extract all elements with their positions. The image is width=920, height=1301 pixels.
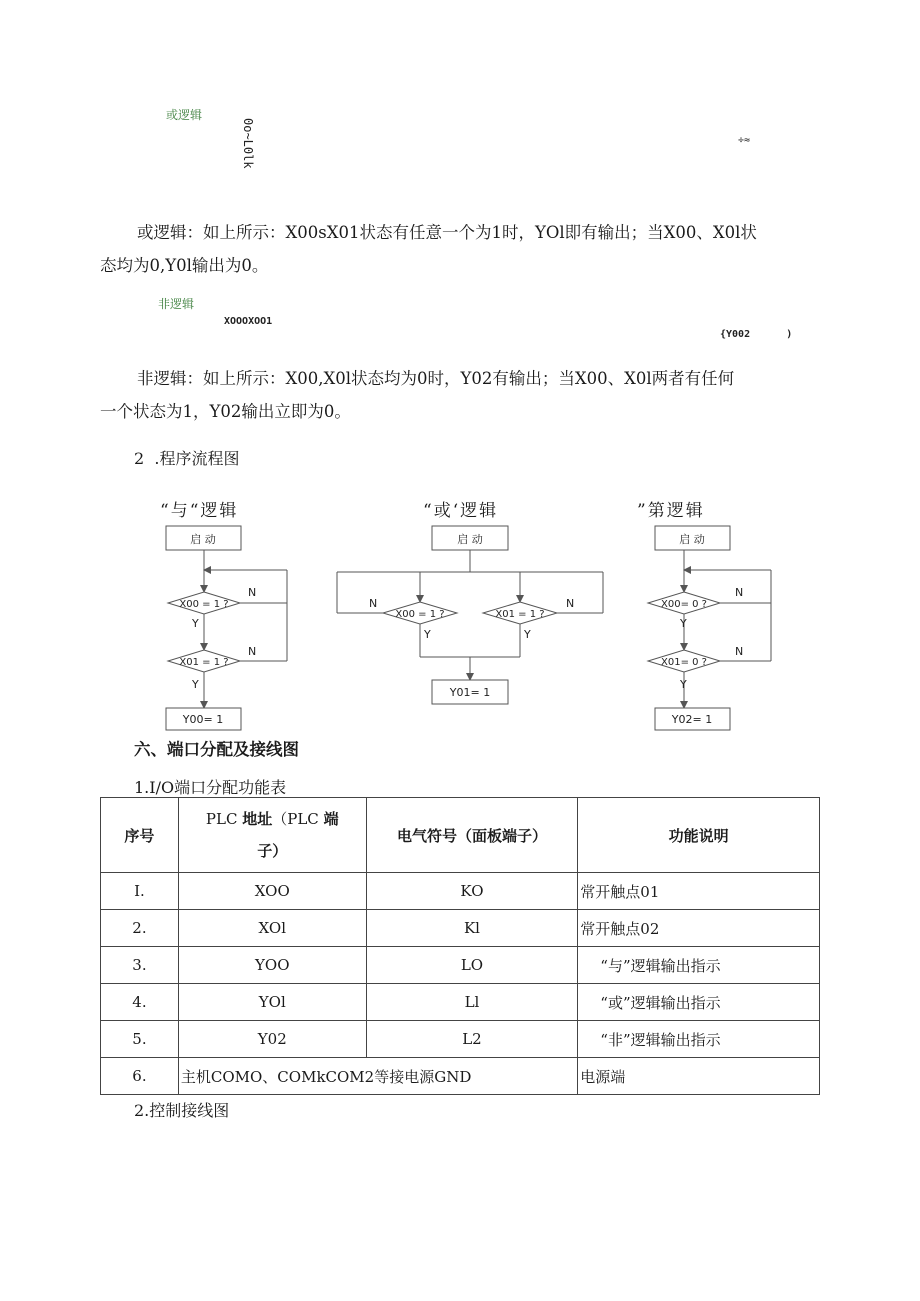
or-start-text: 启 动	[457, 533, 483, 546]
header-plc-address	[178, 798, 366, 873]
cell-addr: XOl	[178, 910, 366, 947]
cell-seq: I.	[101, 873, 179, 910]
cell-function: 电源端	[578, 1058, 820, 1095]
and-cond2-text: X01 = 1 ?	[179, 657, 229, 668]
cell-symbol: LO	[366, 947, 578, 984]
table-row	[101, 947, 820, 984]
not-yes-label-1: Y	[680, 617, 687, 630]
cell-addr: YOO	[178, 947, 366, 984]
not-desc-line-2: 一个状态为1，Y02输出立即为0。	[100, 402, 351, 421]
or-cond2-text: X01 = 1 ?	[495, 609, 545, 620]
header-addr-part-c: （PLC	[272, 810, 324, 828]
cell-seq: 5.	[101, 1021, 179, 1058]
header-addr-part-d: 端	[323, 810, 339, 828]
flowchart-and-title: “与“逻辑	[160, 501, 239, 521]
or-ladder-corner-text: ÷≈	[738, 135, 751, 146]
table-row	[101, 873, 820, 910]
and-start-text: 启 动	[190, 533, 216, 546]
or-no-label-2: N	[566, 597, 575, 610]
flowchart-not-title: ”第逻辑	[637, 501, 705, 521]
or-no-label-1: N	[369, 597, 378, 610]
not-cond1-text: X00= 0 ?	[661, 599, 707, 610]
cell-merged-power: 主机COMO、COMkCOM2等接电源GND	[178, 1058, 577, 1095]
and-cond1-text: X00 = 1 ?	[179, 599, 229, 610]
cell-function: “与”逻辑输出指示	[578, 947, 820, 984]
cell-function: “或”逻辑输出指示	[578, 984, 820, 1021]
io-table-title: 1.I/O端口分配功能表	[134, 778, 287, 797]
not-no-label-2: N	[735, 645, 744, 658]
and-output-text: Y00= 1	[182, 713, 224, 726]
header-addr-part-a: PLC	[205, 810, 243, 828]
io-port-table	[100, 797, 820, 1095]
cell-symbol: Kl	[366, 910, 578, 947]
or-cond1-text: X00 = 1 ?	[395, 609, 445, 620]
table-header-row	[101, 798, 820, 873]
header-seq: 序号	[101, 798, 179, 873]
or-desc-line-1: 或逻辑：如上所示：X00sX01状态有任意一个为1时，YOl即有输出；当X00、X0l状	[137, 223, 757, 242]
not-output-text: Y02= 1	[671, 713, 713, 726]
flowchart-and	[166, 526, 287, 730]
section-flowchart-title: 2 .程序流程图	[134, 449, 240, 468]
or-logic-label: 或逻辑	[166, 108, 203, 122]
flowchart-or	[337, 526, 603, 704]
cell-addr: Y02	[178, 1021, 366, 1058]
table-row	[101, 1058, 820, 1095]
section-port-title: 六、端口分配及接线图	[134, 740, 299, 759]
or-yes-label-1: Y	[424, 628, 431, 641]
and-yes-label-2: Y	[192, 678, 199, 691]
cell-symbol: KO	[366, 873, 578, 910]
and-yes-label-1: Y	[192, 617, 199, 630]
cell-seq: 6.	[101, 1058, 179, 1095]
header-addr-line-2: 子）	[257, 842, 288, 860]
table-row	[101, 1021, 820, 1058]
header-symbol: 电气符号（面板端子）	[366, 798, 578, 873]
not-ladder-output: {Y002 )	[720, 329, 793, 340]
not-no-label-1: N	[735, 586, 744, 599]
table-row	[101, 910, 820, 947]
flowchart-or-title: “或‘逻辑	[423, 501, 499, 521]
not-start-text: 启 动	[679, 533, 705, 546]
cell-seq: 3.	[101, 947, 179, 984]
and-no-label-2: N	[248, 645, 257, 658]
not-yes-label-2: Y	[680, 678, 687, 691]
header-addr-part-b: 地址	[242, 810, 273, 828]
cell-symbol: Ll	[366, 984, 578, 1021]
flowchart-not	[648, 526, 771, 730]
table-row	[101, 984, 820, 1021]
not-logic-label: 非逻辑	[158, 297, 195, 311]
cell-seq: 4.	[101, 984, 179, 1021]
cell-function: “非”逻辑输出指示	[578, 1021, 820, 1058]
or-ladder-vertical-text: 0o~L0lk	[241, 118, 255, 169]
or-output-text: Y01= 1	[449, 686, 491, 699]
and-no-label-1: N	[248, 586, 257, 599]
section-wiring-title: 2.控制接线图	[134, 1101, 230, 1120]
cell-addr: YOl	[178, 984, 366, 1021]
cell-symbol: L2	[366, 1021, 578, 1058]
cell-addr: XOO	[178, 873, 366, 910]
cell-function: 常开触点02	[578, 910, 820, 947]
cell-function: 常开触点01	[578, 873, 820, 910]
or-yes-label-2: Y	[524, 628, 531, 641]
header-function: 功能说明	[578, 798, 820, 873]
not-cond2-text: X01= 0 ?	[661, 657, 707, 668]
not-desc-line-1: 非逻辑：如上所示：X00,X0l状态均为0时，Y02有输出；当X00、X0l两者有任何	[137, 369, 735, 388]
not-ladder-inputs: XOOOXOO1	[224, 316, 273, 327]
cell-seq: 2.	[101, 910, 179, 947]
or-desc-line-2: 态均为0,Y0l输出为0。	[100, 256, 269, 275]
